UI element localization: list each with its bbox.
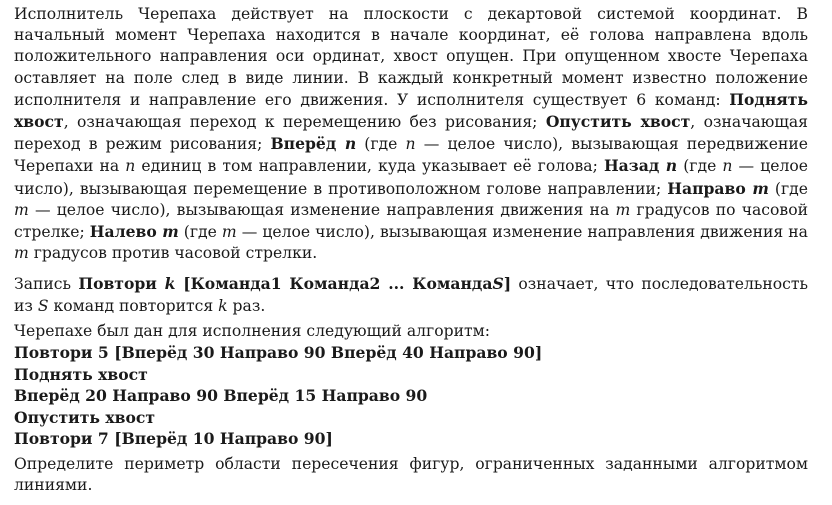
text-run: раз.: [227, 296, 266, 315]
text-run: k: [164, 274, 176, 294]
algorithm-line: Повтори 7 [Вперёд 10 Направо 90]: [14, 429, 333, 449]
text-run: Направо: [667, 178, 753, 198]
text-run: n: [405, 135, 416, 154]
text-run: — целое число), вызывающая перемещение в противоположном голове направлении;: [14, 157, 808, 198]
text-run: (где: [178, 223, 222, 242]
text-run: m: [14, 200, 29, 219]
algorithm-line: Повтори 5 [Вперёд 30 Направо 90 Вперёд 40 Направо 90]: [14, 343, 543, 363]
text-run: k: [218, 296, 228, 315]
algorithm-intro: Черепахе был дан для исполнения следующий алгоритм:: [14, 321, 490, 340]
text-run: — целое число), вызывающая изменение направления движения на: [236, 223, 808, 242]
text-run: Запись: [14, 275, 79, 294]
text-run: m: [162, 222, 179, 242]
question-paragraph: Определите периметр области пересечения фигур, ограниченных заданными алгоритмом линиями.: [14, 455, 808, 495]
text-run: (где: [677, 157, 723, 176]
text-run: Опустить хвост: [545, 112, 691, 132]
text-run: m: [14, 244, 29, 263]
text-run: n: [722, 157, 733, 176]
text-run: Назад: [603, 156, 666, 176]
text-run: градусов по часовой стрелке;: [14, 200, 808, 242]
text-run: команд повторится: [48, 296, 219, 315]
text-run: (где: [768, 179, 808, 198]
text-run: — целое число), вызывающая изменение направления движения на: [28, 200, 616, 219]
text-run: — целое число), вызывающая передвижение Черепахи на: [14, 135, 808, 176]
text-run: Вперёд: [270, 134, 345, 154]
text-run: m: [221, 223, 237, 242]
text-run: Исполнитель Черепаха действует на плоскости с декартовой системой координат. В начальный момент Черепаха находится в начале координат, её голова направлена вдоль положительного направления оси ординат, хвост опущен. При опущенном хвосте Черепаха оставляет на поле след в виде линии. В каждый конкретный момент известно положение исполнителя и направление его движения. У исполнителя существует 6 команд:: [14, 5, 808, 109]
text-run: m: [752, 178, 769, 198]
text-run: Поднять хвост: [14, 89, 808, 132]
text-run: S: [492, 274, 504, 294]
text-run: n: [665, 156, 678, 176]
spacer: [14, 264, 808, 273]
algorithm-block: [14, 342, 808, 450]
text-run: Повтори: [78, 274, 165, 294]
text-run: ]: [503, 274, 512, 294]
text-run: m: [615, 200, 631, 219]
text-run: , означающая переход к перемещению без рисования;: [63, 113, 546, 132]
text-run: единиц в том направлении, куда указывает её голова;: [135, 157, 604, 176]
text-run: (где: [356, 135, 406, 154]
text-run: градусов против часовой стрелки.: [28, 244, 318, 263]
text-run: , означающая переход в режим рисования;: [14, 113, 809, 154]
text-run: n: [125, 157, 136, 176]
algorithm-line: Вперёд 20 Направо 90 Вперёд 15 Направо 90: [14, 386, 428, 406]
description-paragraph: [14, 4, 808, 264]
algorithm-line: Поднять хвост: [14, 364, 148, 384]
text-run: n: [344, 134, 357, 154]
text-run: означает, что последовательность из: [14, 275, 808, 315]
repeat-note-paragraph: [14, 273, 808, 316]
text-run: [Команда1 Команда2 ... Команда: [175, 274, 493, 294]
algorithm-line: Опустить хвост: [14, 407, 156, 427]
text-run: Налево: [89, 222, 163, 242]
text-run: S: [37, 296, 49, 315]
